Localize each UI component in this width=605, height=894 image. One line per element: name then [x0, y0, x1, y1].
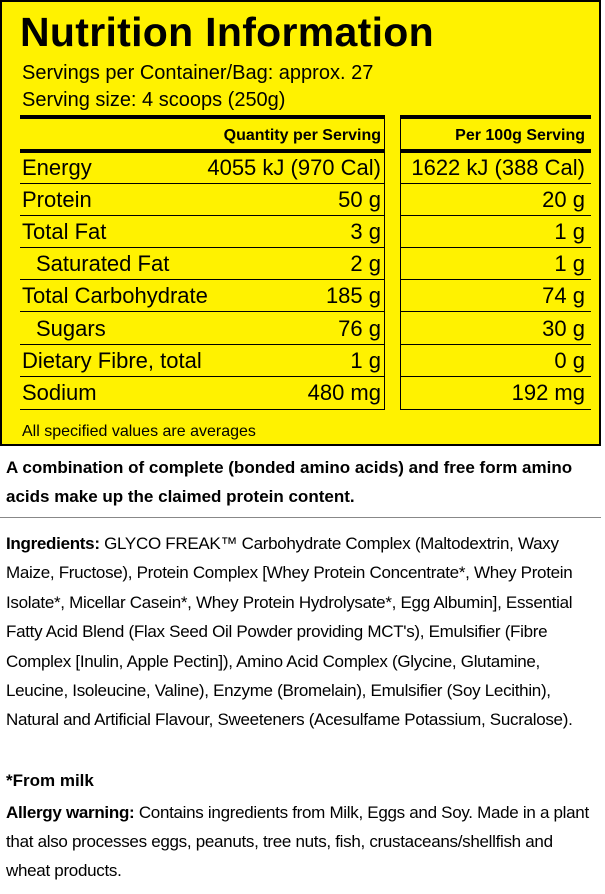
nutrient-label-sugars: Sugars: [36, 316, 106, 341]
value-per-100g-total-fat: 1 g: [554, 219, 585, 244]
column-divider-b: [400, 115, 401, 410]
nutrient-label-sodium: Sodium: [22, 380, 97, 405]
row-divider: [400, 247, 591, 248]
header-divider-right: [400, 115, 591, 119]
row-divider: [400, 409, 591, 410]
servings-per-container: Servings per Container/Bag: approx. 27: [22, 62, 374, 84]
column-heading-per-serving: Quantity per Serving: [223, 127, 381, 144]
allergy-text: Contains ingredients from Milk, Eggs and Soy. Made in a plant that also processes eggs, peanuts, tree nuts, fish, crustaceans/shellfish and wheat products.: [6, 803, 589, 880]
nutrient-label-protein: Protein: [22, 187, 92, 212]
column-heading-per-100g: Per 100g Serving: [455, 127, 585, 144]
value-per-serving-total-fat: 3 g: [350, 219, 381, 244]
row-divider: [400, 344, 591, 345]
row-divider: [20, 409, 384, 410]
nutrient-label-saturated-fat: Saturated Fat: [36, 251, 170, 276]
colhead-divider-left: [20, 149, 384, 153]
value-per-100g-saturated-fat: 1 g: [554, 251, 585, 276]
protein-claim: A combination of complete (bonded amino acids) and free form amino acids make up the claimed protein content.: [6, 458, 573, 506]
value-per-serving-sodium: 480 mg: [307, 380, 381, 405]
row-divider: [400, 215, 591, 216]
ingredients-text: GLYCO FREAK™ Carbohydrate Complex (Maltodextrin, Waxy Maize, Fructose), Protein Complex [Whey Protein Concentrate*, Whey Protein Isolate*, Micellar Casein*, Whey Protein Hydrolysate*, Egg Albumin], Essential Fatty Acid Blend (Flax Seed Oil Powder providing MCT's), Emulsifier (Fibre Complex [Inulin, Apple Pectin]), Amino Acid Complex (Glycine, Glutamine, Leucine, Isoleucine, Valine), Enzyme (Bromelain), Emulsifier (Soy Lecithin), Natural and Artificial Flavour, Sweeteners (Acesulfame Potassium, Sucralose).: [6, 534, 573, 730]
row-divider: [20, 311, 384, 312]
serving-size: Serving size: 4 scoops (250g): [22, 89, 286, 111]
value-per-serving-dietary-fibre: 1 g: [350, 348, 381, 373]
column-divider-a: [384, 115, 385, 410]
value-per-serving-total-carbohydrate: 185 g: [325, 283, 381, 308]
colhead-divider-right: [400, 149, 591, 153]
value-per-100g-protein: 20 g: [542, 187, 585, 212]
averages-footnote: All specified values are averages: [22, 423, 256, 440]
row-divider: [20, 279, 384, 280]
header-divider-left: [20, 115, 384, 119]
row-divider: [20, 215, 384, 216]
row-divider: [400, 183, 591, 184]
nutrition-panel: [0, 0, 601, 446]
value-per-100g-total-carbohydrate: 74 g: [542, 283, 585, 308]
row-divider: [400, 279, 591, 280]
row-divider: [20, 247, 384, 248]
value-per-100g-sodium: 192 mg: [511, 380, 585, 405]
panel-title: Nutrition Information: [20, 9, 434, 55]
value-per-serving-sugars: 76 g: [338, 316, 381, 341]
nutrient-label-energy: Energy: [22, 155, 92, 180]
row-divider: [20, 183, 384, 184]
row-divider: [20, 344, 384, 345]
row-divider: [400, 311, 591, 312]
from-milk-note: *From milk: [6, 771, 94, 790]
value-per-serving-protein: 50 g: [338, 187, 381, 212]
value-per-serving-energy: 4055 kJ (970 Cal): [207, 155, 381, 180]
nutrient-label-dietary-fibre: Dietary Fibre, total: [22, 348, 202, 373]
ingredients-paragraph: [6, 529, 598, 735]
section-divider: [0, 517, 601, 518]
value-per-100g-dietary-fibre: 0 g: [554, 348, 585, 373]
value-per-serving-saturated-fat: 2 g: [350, 251, 381, 276]
ingredients-heading: Ingredients:: [6, 534, 100, 553]
value-per-100g-energy: 1622 kJ (388 Cal): [411, 155, 585, 180]
nutrient-label-total-carbohydrate: Total Carbohydrate: [22, 283, 208, 308]
nutrient-label-total-fat: Total Fat: [22, 219, 107, 244]
value-per-100g-sugars: 30 g: [542, 316, 585, 341]
row-divider: [400, 376, 591, 377]
allergy-paragraph: [6, 798, 598, 885]
row-divider: [20, 376, 384, 377]
allergy-heading: Allergy warning:: [6, 803, 135, 822]
